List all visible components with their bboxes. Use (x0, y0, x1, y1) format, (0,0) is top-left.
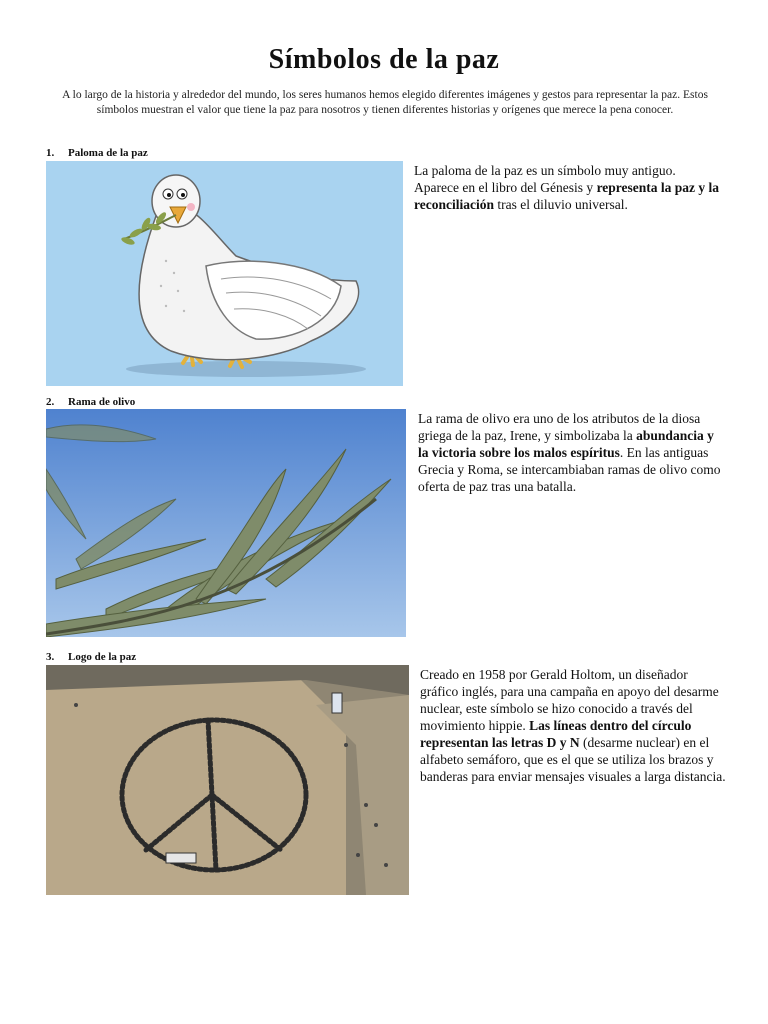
section-text-dove (414, 162, 722, 213)
section-number: 1. (46, 147, 55, 159)
text-run: La paloma de la paz es un símbolo muy antiguo. Aparece en el libro del Génesis y (414, 163, 676, 195)
text-run: . En las antiguas Grecia y Roma, se intercambiaban ramas de olivo como oferta de paz tras una batalla. (418, 445, 721, 494)
dove-illustration (46, 161, 403, 386)
aerial-peace-sign-photo (46, 665, 409, 895)
text-run: (desarme nuclear) en el alfabeto semáforo, que es el que se utiliza los brazos y banderas para enviar mensajes visuales a larga distancia. (420, 735, 726, 784)
section-title: Logo de la paz (68, 651, 137, 663)
section-heading-logo (46, 651, 136, 663)
page-title: Símbolos de la paz (268, 44, 500, 75)
section-heading-dove (46, 147, 148, 159)
section-title: Rama de olivo (68, 396, 136, 408)
bold-text-run: representa la paz y la reconciliación (414, 180, 720, 212)
text-run: tras el diluvio universal. (494, 197, 628, 212)
section-text-olive (418, 410, 724, 495)
text-run: La rama de olivo era uno de los atributos de la diosa griega de la paz, Irene, y simbolizaba la (418, 411, 701, 443)
section-text-logo (420, 666, 726, 785)
section-heading-olive (46, 396, 135, 408)
section-number: 2. (46, 396, 55, 408)
bold-text-run: Las líneas dentro del círculo representan las letras D y N (420, 718, 692, 750)
intro-paragraph: A lo largo de la historia y alrededor del mundo, los seres humanos hemos elegido diferentes imágenes y gestos para representar la paz. Estos símbolos muestran el valor que tiene la paz para nosotros y tienen diferentes historias y orígenes que merece la pena conocer. (62, 89, 708, 116)
bold-text-run: abundancia y la victoria sobre los malos espíritus (418, 428, 714, 460)
section-number: 3. (46, 651, 55, 663)
text-run: Creado en 1958 por Gerald Holtom, un diseñador gráfico inglés, para una campaña en apoyo del desarme nuclear, este símbolo se hizo conocido a través del movimiento hippie. (420, 667, 719, 733)
olive-branch-photo (46, 409, 406, 637)
section-title: Paloma de la paz (68, 147, 148, 159)
